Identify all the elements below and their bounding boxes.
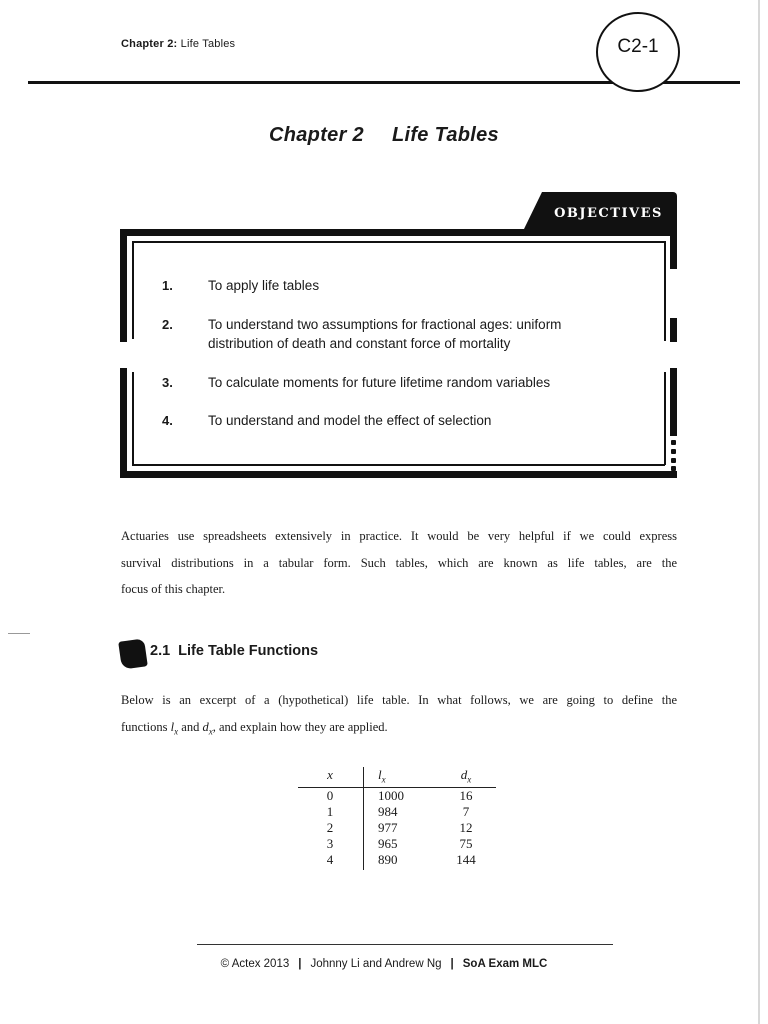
objective-text (208, 315, 628, 353)
text-run: and (178, 719, 203, 734)
table-cell-lx: 977 (378, 820, 398, 835)
objectives-bottom-border (120, 471, 677, 478)
table-header-lx (378, 767, 426, 785)
footer-separator: | (298, 958, 302, 970)
objective-text (208, 411, 628, 430)
header-symbol: l (378, 767, 382, 782)
footer-authors: Johnny Li and Andrew Ng (310, 958, 442, 970)
intro-line: Actuaries use spreadsheets extensively in practice. It would be very helpful if we could express (121, 529, 677, 543)
math-subscript: x (174, 726, 179, 736)
scan-edge-shadow (758, 0, 760, 1024)
intro-line: survival distributions in a tabular form. Such tables, which are known as life tables, are the (121, 555, 677, 570)
math-d: d (202, 719, 209, 734)
table-column-divider (363, 767, 364, 870)
objectives-left-rule-top (132, 241, 134, 339)
section-line (121, 714, 677, 745)
objectives-right-rule-bottom (664, 372, 666, 465)
running-header-title: Life Tables (180, 38, 236, 50)
table-cell-lx: 890 (378, 852, 398, 867)
table-header-dx (446, 767, 486, 785)
text-run: , and explain how they are applied. (212, 719, 388, 734)
intro-line: focus of this chapter. (121, 582, 226, 596)
table-cell-lx: 1000 (378, 788, 404, 803)
table-cell-dx: 16 (459, 788, 473, 803)
footer-rule (197, 944, 613, 945)
decorative-dot (671, 440, 676, 445)
objectives-heading: OBJECTIVES (554, 206, 663, 221)
table-cell-lx: 965 (378, 836, 398, 851)
intro-paragraph (121, 523, 677, 603)
section-number: 2.1 (150, 643, 171, 659)
objective-line: To apply life tables (208, 278, 320, 293)
header-symbol: d (460, 767, 468, 782)
objectives-left-border-top (120, 229, 127, 342)
header-subscript: x (467, 774, 472, 785)
objective-text (208, 373, 628, 392)
objective-number: 2. (162, 317, 173, 332)
chapter-number: Chapter 2 (269, 124, 364, 146)
running-header-chapter: Chapter 2: (121, 38, 178, 50)
objectives-bottom-rule (132, 464, 665, 466)
footer-separator: | (450, 958, 454, 970)
objectives-right-border-top (670, 229, 677, 269)
chapter-title (0, 124, 768, 147)
section-bullet-icon (118, 638, 148, 669)
table-cell-x: 2 (326, 820, 334, 835)
objective-text (208, 276, 628, 295)
footer-copyright: © Actex 2013 (220, 958, 290, 970)
section-heading (150, 643, 318, 659)
objectives-right-border-bottom (670, 368, 677, 436)
header-subscript: x (381, 774, 386, 785)
table-cell-dx: 12 (459, 820, 473, 835)
objectives-right-rule-top (664, 241, 666, 341)
math-subscript: x (208, 726, 213, 736)
chapter-name: Life Tables (391, 124, 499, 146)
footer-exam: SoA Exam MLC (462, 958, 548, 970)
objectives-top-border (120, 229, 677, 236)
decorative-dot (671, 449, 676, 454)
table-header-x: x (327, 767, 333, 782)
objectives-right-border-mid (670, 318, 677, 342)
decorative-dot (671, 458, 676, 463)
table-cell-lx: 984 (378, 804, 398, 819)
objective-number: 1. (162, 278, 173, 293)
section-paragraph (121, 687, 677, 745)
section-line: Below is an excerpt of a (hypothetical) life table. In what follows, we are going to define the (121, 693, 677, 707)
running-header (121, 38, 235, 50)
math-l: l (170, 719, 175, 734)
objective-line: To calculate moments for future lifetime random variables (208, 375, 551, 390)
table-cell-dx: 7 (462, 804, 470, 819)
text-run: functions (121, 719, 171, 734)
page-footer (0, 958, 768, 970)
section-title: Life Table Functions (178, 643, 319, 659)
table-cell-x: 0 (326, 788, 334, 803)
objective-line: distribution of death and constant force of mortality (208, 336, 511, 351)
table-cell-x: 4 (326, 852, 334, 867)
table-cell-dx: 75 (459, 836, 473, 851)
objective-line: To understand two assumptions for fractional ages: uniform (208, 317, 562, 332)
table-cell-x: 1 (326, 804, 334, 819)
objectives-top-rule (132, 241, 665, 243)
table-cell-dx: 144 (456, 852, 476, 867)
objectives-left-border-bottom (120, 368, 127, 478)
objectives-left-rule-bottom (132, 372, 134, 465)
objective-line: To understand and model the effect of selection (208, 413, 492, 428)
page-number: C2-1 (617, 36, 659, 57)
objective-number: 4. (162, 413, 173, 428)
margin-mark (8, 633, 30, 634)
table-cell-x: 3 (326, 836, 334, 851)
objective-number: 3. (162, 375, 173, 390)
decorative-dot (671, 466, 676, 471)
